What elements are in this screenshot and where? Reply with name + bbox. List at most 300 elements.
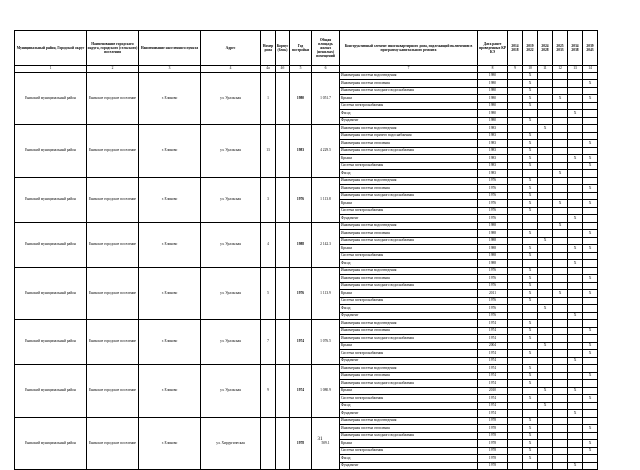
period-mark-cell [553, 102, 568, 110]
period-mark-cell: X [583, 425, 598, 433]
period-mark-cell [568, 132, 583, 140]
place-cell: г. Еликово [139, 320, 201, 365]
period-mark-cell: X [583, 350, 598, 358]
period-mark-cell [538, 215, 553, 223]
period-mark-cell [568, 162, 583, 170]
address-cell: ул. Уральская [201, 72, 261, 125]
period-mark-cell [568, 102, 583, 110]
period-mark-cell: X [583, 275, 598, 283]
period-mark-cell [538, 222, 553, 230]
header-corpus: Корпус (блок) [276, 31, 290, 66]
previous-repair-date-cell: 1974 [478, 380, 508, 388]
period-mark-cell [508, 335, 523, 343]
period-mark-cell [508, 125, 523, 133]
period-mark-cell: X [538, 342, 553, 350]
period-mark-cell: X [583, 80, 598, 88]
previous-repair-date-cell: 1974 [478, 372, 508, 380]
period-mark-cell [568, 222, 583, 230]
structural-element-cell: Фундамент [340, 357, 478, 365]
period-mark-cell: X [523, 350, 538, 358]
period-mark-cell [508, 117, 523, 125]
previous-repair-date-cell: 1976 [478, 200, 508, 208]
period-mark-cell [553, 372, 568, 380]
period-mark-cell [538, 395, 553, 403]
period-mark-cell [583, 357, 598, 365]
structural-element-cell: Инженерная система отопления [340, 140, 478, 148]
period-mark-cell [508, 297, 523, 305]
previous-repair-date-cell: 1976 [478, 215, 508, 223]
previous-repair-date-cell: 1976 [478, 207, 508, 215]
period-mark-cell: X [523, 95, 538, 103]
corpus-cell [276, 320, 290, 365]
structural-element-cell: Фасад [340, 305, 478, 313]
structural-element-cell: Инженерная система холодного водоснабжения [340, 87, 478, 95]
period-mark-cell [508, 102, 523, 110]
previous-repair-date-cell: 1988 [478, 222, 508, 230]
period-mark-cell [568, 290, 583, 298]
period-mark-cell [538, 312, 553, 320]
structural-element-cell: Крыша [340, 387, 478, 395]
previous-repair-date-cell: 1980 [478, 80, 508, 88]
period-mark-cell [508, 177, 523, 185]
district-cell: Еникский муниципальный район [15, 125, 87, 178]
period-mark-cell [568, 417, 583, 425]
period-mark-cell [508, 140, 523, 148]
structural-element-cell: Система электроснабжения [340, 447, 478, 455]
period-mark-cell [568, 185, 583, 193]
period-mark-cell [508, 215, 523, 223]
period-mark-cell: X [538, 305, 553, 313]
period-mark-cell: X [523, 102, 538, 110]
period-mark-cell: X [583, 395, 598, 403]
period-mark-cell: X [523, 440, 538, 448]
period-mark-cell [538, 447, 553, 455]
corpus-cell [276, 177, 290, 222]
place-cell: г. Еликово [139, 365, 201, 418]
period-mark-cell: X [553, 170, 568, 178]
period-mark-cell [508, 110, 523, 118]
structural-element-cell: Фундамент [340, 410, 478, 418]
place-cell: г. Еликово [139, 177, 201, 222]
period-mark-cell [553, 237, 568, 245]
previous-repair-date-cell: 1978 [478, 425, 508, 433]
previous-repair-date-cell: 1974 [478, 410, 508, 418]
period-mark-cell [508, 147, 523, 155]
column-number: 8 [478, 66, 508, 73]
period-mark-cell [568, 207, 583, 215]
period-mark-cell: X [583, 447, 598, 455]
period-mark-cell: X [523, 80, 538, 88]
period-mark-cell [538, 192, 553, 200]
period-mark-cell [583, 237, 598, 245]
table-row [15, 72, 598, 80]
previous-repair-date-cell: 1974 [478, 335, 508, 343]
previous-repair-date-cell: 1980 [478, 95, 508, 103]
period-mark-cell [508, 275, 523, 283]
period-mark-cell: X [583, 162, 598, 170]
period-mark-cell [538, 72, 553, 80]
period-mark-cell [553, 72, 568, 80]
previous-repair-date-cell: 1974 [478, 365, 508, 373]
period-mark-cell [553, 387, 568, 395]
period-mark-cell [553, 230, 568, 238]
period-mark-cell [523, 237, 538, 245]
structural-element-cell: Инженерная система отопления [340, 372, 478, 380]
period-mark-cell [553, 357, 568, 365]
header-previous-repair-date: Дата ранее проведенных КР КЭ [478, 31, 508, 66]
period-mark-cell [568, 117, 583, 125]
period-mark-cell: X [553, 222, 568, 230]
period-mark-cell [583, 312, 598, 320]
address-cell: ул. Уральская [201, 365, 261, 418]
period-mark-cell: X [583, 327, 598, 335]
period-mark-cell [508, 365, 523, 373]
period-mark-cell [508, 320, 523, 328]
structural-element-cell: Инженерная система отопления [340, 275, 478, 283]
period-mark-cell: X [523, 447, 538, 455]
period-mark-cell [523, 312, 538, 320]
house-number-cell: 1 [261, 72, 276, 125]
period-mark-cell [508, 207, 523, 215]
structural-element-cell: Крыша [340, 342, 478, 350]
structural-element-cell: Инженерная система холодного водоснабжения [340, 192, 478, 200]
period-mark-cell [583, 282, 598, 290]
period-mark-cell [553, 260, 568, 268]
period-mark-cell [583, 87, 598, 95]
period-mark-cell [508, 417, 523, 425]
period-mark-cell: X [523, 432, 538, 440]
structural-element-cell: Крыша [340, 245, 478, 253]
previous-repair-date-cell: 1988 [478, 252, 508, 260]
period-mark-cell [553, 132, 568, 140]
column-number: 4а [261, 66, 276, 73]
period-mark-cell [508, 185, 523, 193]
period-mark-cell [583, 132, 598, 140]
area-cell: 1 051.7 [312, 72, 340, 125]
period-mark-cell [508, 342, 523, 350]
period-mark-cell [583, 417, 598, 425]
period-mark-cell: X [538, 402, 553, 410]
period-mark-cell [568, 305, 583, 313]
previous-repair-date-cell: 2010 [478, 387, 508, 395]
period-mark-cell: X [568, 110, 583, 118]
period-mark-cell [583, 222, 598, 230]
period-mark-cell [568, 72, 583, 80]
period-mark-cell [568, 267, 583, 275]
previous-repair-date-cell: 1976 [478, 297, 508, 305]
period-mark-cell [568, 87, 583, 95]
period-mark-cell [538, 80, 553, 88]
period-mark-cell [508, 372, 523, 380]
period-mark-cell [583, 117, 598, 125]
period-mark-cell [508, 192, 523, 200]
table-row [15, 417, 598, 425]
period-mark-cell: X [523, 282, 538, 290]
structural-element-cell: Система электроснабжения [340, 207, 478, 215]
period-mark-cell [568, 140, 583, 148]
period-mark-cell [568, 125, 583, 133]
corpus-cell [276, 365, 290, 418]
address-cell: ул. Уральская [201, 222, 261, 267]
period-mark-cell [553, 327, 568, 335]
period-mark-cell [538, 297, 553, 305]
period-mark-cell [583, 455, 598, 463]
column-number: 6 [312, 66, 340, 73]
address-cell: ул. Уральская [201, 125, 261, 178]
period-mark-cell [508, 380, 523, 388]
period-mark-cell: X [523, 140, 538, 148]
structural-element-cell: Фасад [340, 170, 478, 178]
period-mark-cell: X [523, 320, 538, 328]
period-mark-cell [538, 357, 553, 365]
period-mark-cell [553, 110, 568, 118]
structural-element-cell: Инженерная система отопления [340, 80, 478, 88]
year-built-cell: 1980 [290, 72, 312, 125]
period-mark-cell [553, 417, 568, 425]
period-mark-cell: X [523, 185, 538, 193]
period-mark-cell [583, 170, 598, 178]
settlement-cell: Еникское городское поселение [87, 417, 139, 470]
house-number-cell [261, 417, 276, 470]
period-mark-cell [553, 447, 568, 455]
period-mark-cell [538, 462, 553, 470]
period-mark-cell [523, 462, 538, 470]
period-mark-cell: X [568, 387, 583, 395]
period-mark-cell: X [553, 200, 568, 208]
period-mark-cell [553, 395, 568, 403]
period-mark-cell [583, 365, 598, 373]
previous-repair-date-cell: 1976 [478, 267, 508, 275]
structural-element-cell: Инженерная система холодного водоснабжения [340, 282, 478, 290]
period-mark-cell [568, 95, 583, 103]
district-cell: Еникский муниципальный район [15, 365, 87, 418]
period-mark-cell: X [523, 380, 538, 388]
period-mark-cell [538, 162, 553, 170]
structural-element-cell: Фасад [340, 455, 478, 463]
period-mark-cell [568, 252, 583, 260]
period-mark-cell [553, 402, 568, 410]
period-mark-cell: X [568, 260, 583, 268]
structural-element-cell: Фасад [340, 402, 478, 410]
period-mark-cell [538, 425, 553, 433]
year-built-cell: 1983 [290, 125, 312, 178]
year-built-cell: 1988 [290, 222, 312, 267]
column-number: 13 [568, 66, 583, 73]
previous-repair-date-cell: 1974 [478, 350, 508, 358]
structural-element-cell: Инженерная система холодного водоснабжения [340, 147, 478, 155]
period-mark-cell [568, 402, 583, 410]
structural-element-cell: Фасад [340, 110, 478, 118]
structural-element-cell: Система электроснабжения [340, 395, 478, 403]
period-mark-cell [553, 335, 568, 343]
period-mark-cell [568, 275, 583, 283]
settlement-cell: Еникское городское поселение [87, 125, 139, 178]
period-mark-cell [553, 320, 568, 328]
period-mark-cell [583, 305, 598, 313]
period-mark-cell [568, 395, 583, 403]
period-mark-cell [553, 342, 568, 350]
period-mark-cell [553, 410, 568, 418]
period-mark-cell [538, 200, 553, 208]
period-mark-cell [568, 237, 583, 245]
header-period: 2034 2038 [568, 31, 583, 66]
period-mark-cell [583, 462, 598, 470]
period-mark-cell [553, 425, 568, 433]
house-number-cell: 7 [261, 320, 276, 365]
period-mark-cell [538, 245, 553, 253]
period-mark-cell: X [523, 177, 538, 185]
table-row [15, 320, 598, 328]
period-mark-cell: X [568, 410, 583, 418]
period-mark-cell [508, 260, 523, 268]
district-cell: Еникский муниципальный район [15, 417, 87, 470]
period-mark-cell [553, 305, 568, 313]
period-mark-cell: X [583, 245, 598, 253]
period-mark-cell [583, 320, 598, 328]
period-mark-cell [538, 350, 553, 358]
previous-repair-date-cell: 1983 [478, 132, 508, 140]
place-cell: г. Еликово [139, 222, 201, 267]
previous-repair-date-cell: 1976 [478, 282, 508, 290]
period-mark-cell [568, 372, 583, 380]
house-number-cell: 4 [261, 222, 276, 267]
period-mark-cell: X [568, 215, 583, 223]
settlement-cell: Еникское городское поселение [87, 365, 139, 418]
area-cell: 4 229.5 [312, 125, 340, 178]
column-number: 9 [508, 66, 523, 73]
period-mark-cell: X [523, 297, 538, 305]
period-mark-cell [583, 192, 598, 200]
period-mark-cell [508, 132, 523, 140]
period-mark-cell: X [523, 290, 538, 298]
period-mark-cell [583, 267, 598, 275]
period-mark-cell [538, 380, 553, 388]
period-mark-cell: X [523, 275, 538, 283]
period-mark-cell [553, 350, 568, 358]
period-mark-cell [538, 132, 553, 140]
period-mark-cell [583, 252, 598, 260]
period-mark-cell [508, 252, 523, 260]
period-mark-cell: X [583, 440, 598, 448]
structural-element-cell: Инженерная система отопления [340, 185, 478, 193]
period-mark-cell: X [568, 312, 583, 320]
structural-element-cell: Инженерная система водоотведения [340, 417, 478, 425]
period-mark-cell: X [583, 230, 598, 238]
period-mark-cell: X [523, 132, 538, 140]
period-mark-cell [553, 267, 568, 275]
place-cell: г. Еликово [139, 72, 201, 125]
header-period: 2014 2018 [508, 31, 523, 66]
period-mark-cell [568, 342, 583, 350]
previous-repair-date-cell: 1978 [478, 417, 508, 425]
structural-element-cell: Фасад [340, 260, 478, 268]
place-cell: г. Еликово [139, 125, 201, 178]
period-mark-cell [568, 177, 583, 185]
corpus-cell [276, 125, 290, 178]
period-mark-cell [553, 462, 568, 470]
previous-repair-date-cell: 1976 [478, 312, 508, 320]
period-mark-cell [583, 387, 598, 395]
header-year-built: Год постройки [290, 31, 312, 66]
header-settlement: Наименование городского округа, городского (сельского) поселения [87, 31, 139, 66]
period-mark-cell: X [568, 357, 583, 365]
period-mark-cell: X [523, 327, 538, 335]
area-cell: 1 113.8 [312, 177, 340, 222]
period-mark-cell [508, 305, 523, 313]
register-sheet [14, 30, 598, 470]
previous-repair-date-cell: 1988 [478, 237, 508, 245]
year-built-cell: 1978 [290, 417, 312, 470]
period-mark-cell [583, 410, 598, 418]
header-district: Муниципальный район, Городской округ [15, 31, 87, 66]
period-mark-cell [568, 282, 583, 290]
previous-repair-date-cell: 1974 [478, 327, 508, 335]
period-mark-cell [538, 102, 553, 110]
period-mark-cell [583, 297, 598, 305]
period-mark-cell [568, 350, 583, 358]
period-mark-cell [553, 215, 568, 223]
header-address: Адрес [201, 31, 261, 66]
structural-element-cell: Крыша [340, 200, 478, 208]
period-mark-cell [508, 462, 523, 470]
period-mark-cell [568, 320, 583, 328]
period-mark-cell [508, 267, 523, 275]
district-cell: Еникский муниципальный район [15, 72, 87, 125]
structural-element-cell: Инженерная система холодного водоснабжения [340, 432, 478, 440]
previous-repair-date-cell: 1988 [478, 230, 508, 238]
year-built-cell: 1974 [290, 320, 312, 365]
period-mark-cell [508, 425, 523, 433]
period-mark-cell [523, 125, 538, 133]
period-mark-cell [583, 147, 598, 155]
previous-repair-date-cell: 1983 [478, 170, 508, 178]
period-mark-cell: X [523, 72, 538, 80]
year-built-cell: 1976 [290, 177, 312, 222]
period-mark-cell [553, 177, 568, 185]
period-mark-cell [538, 155, 553, 163]
period-mark-cell: X [583, 95, 598, 103]
period-mark-cell [553, 312, 568, 320]
structural-element-cell: Фундамент [340, 215, 478, 223]
column-number: 11 [538, 66, 553, 73]
district-cell: Еникский муниципальный район [15, 222, 87, 267]
period-mark-cell [553, 140, 568, 148]
period-mark-cell: X [523, 200, 538, 208]
period-mark-cell [538, 230, 553, 238]
period-mark-cell [538, 372, 553, 380]
previous-repair-date-cell: 1976 [478, 192, 508, 200]
period-mark-cell [553, 162, 568, 170]
structural-element-cell: Инженерная система водоотведения [340, 222, 478, 230]
previous-repair-date-cell: 1980 [478, 110, 508, 118]
period-mark-cell [553, 147, 568, 155]
period-mark-cell [583, 335, 598, 343]
previous-repair-date-cell: 1976 [478, 177, 508, 185]
area-cell: 1 076.5 [312, 320, 340, 365]
period-mark-cell [568, 447, 583, 455]
previous-repair-date-cell: 1983 [478, 147, 508, 155]
period-mark-cell: X [568, 155, 583, 163]
structural-element-cell: Инженерная система отопления [340, 425, 478, 433]
period-mark-cell [538, 95, 553, 103]
previous-repair-date-cell: 1988 [478, 245, 508, 253]
period-mark-cell [568, 380, 583, 388]
header-total-area: Общая площадь жилых (нежилых) помещений [312, 31, 340, 66]
period-mark-cell [583, 125, 598, 133]
page-number: 31 [317, 437, 323, 442]
corpus-cell [276, 222, 290, 267]
period-mark-cell: X [523, 230, 538, 238]
